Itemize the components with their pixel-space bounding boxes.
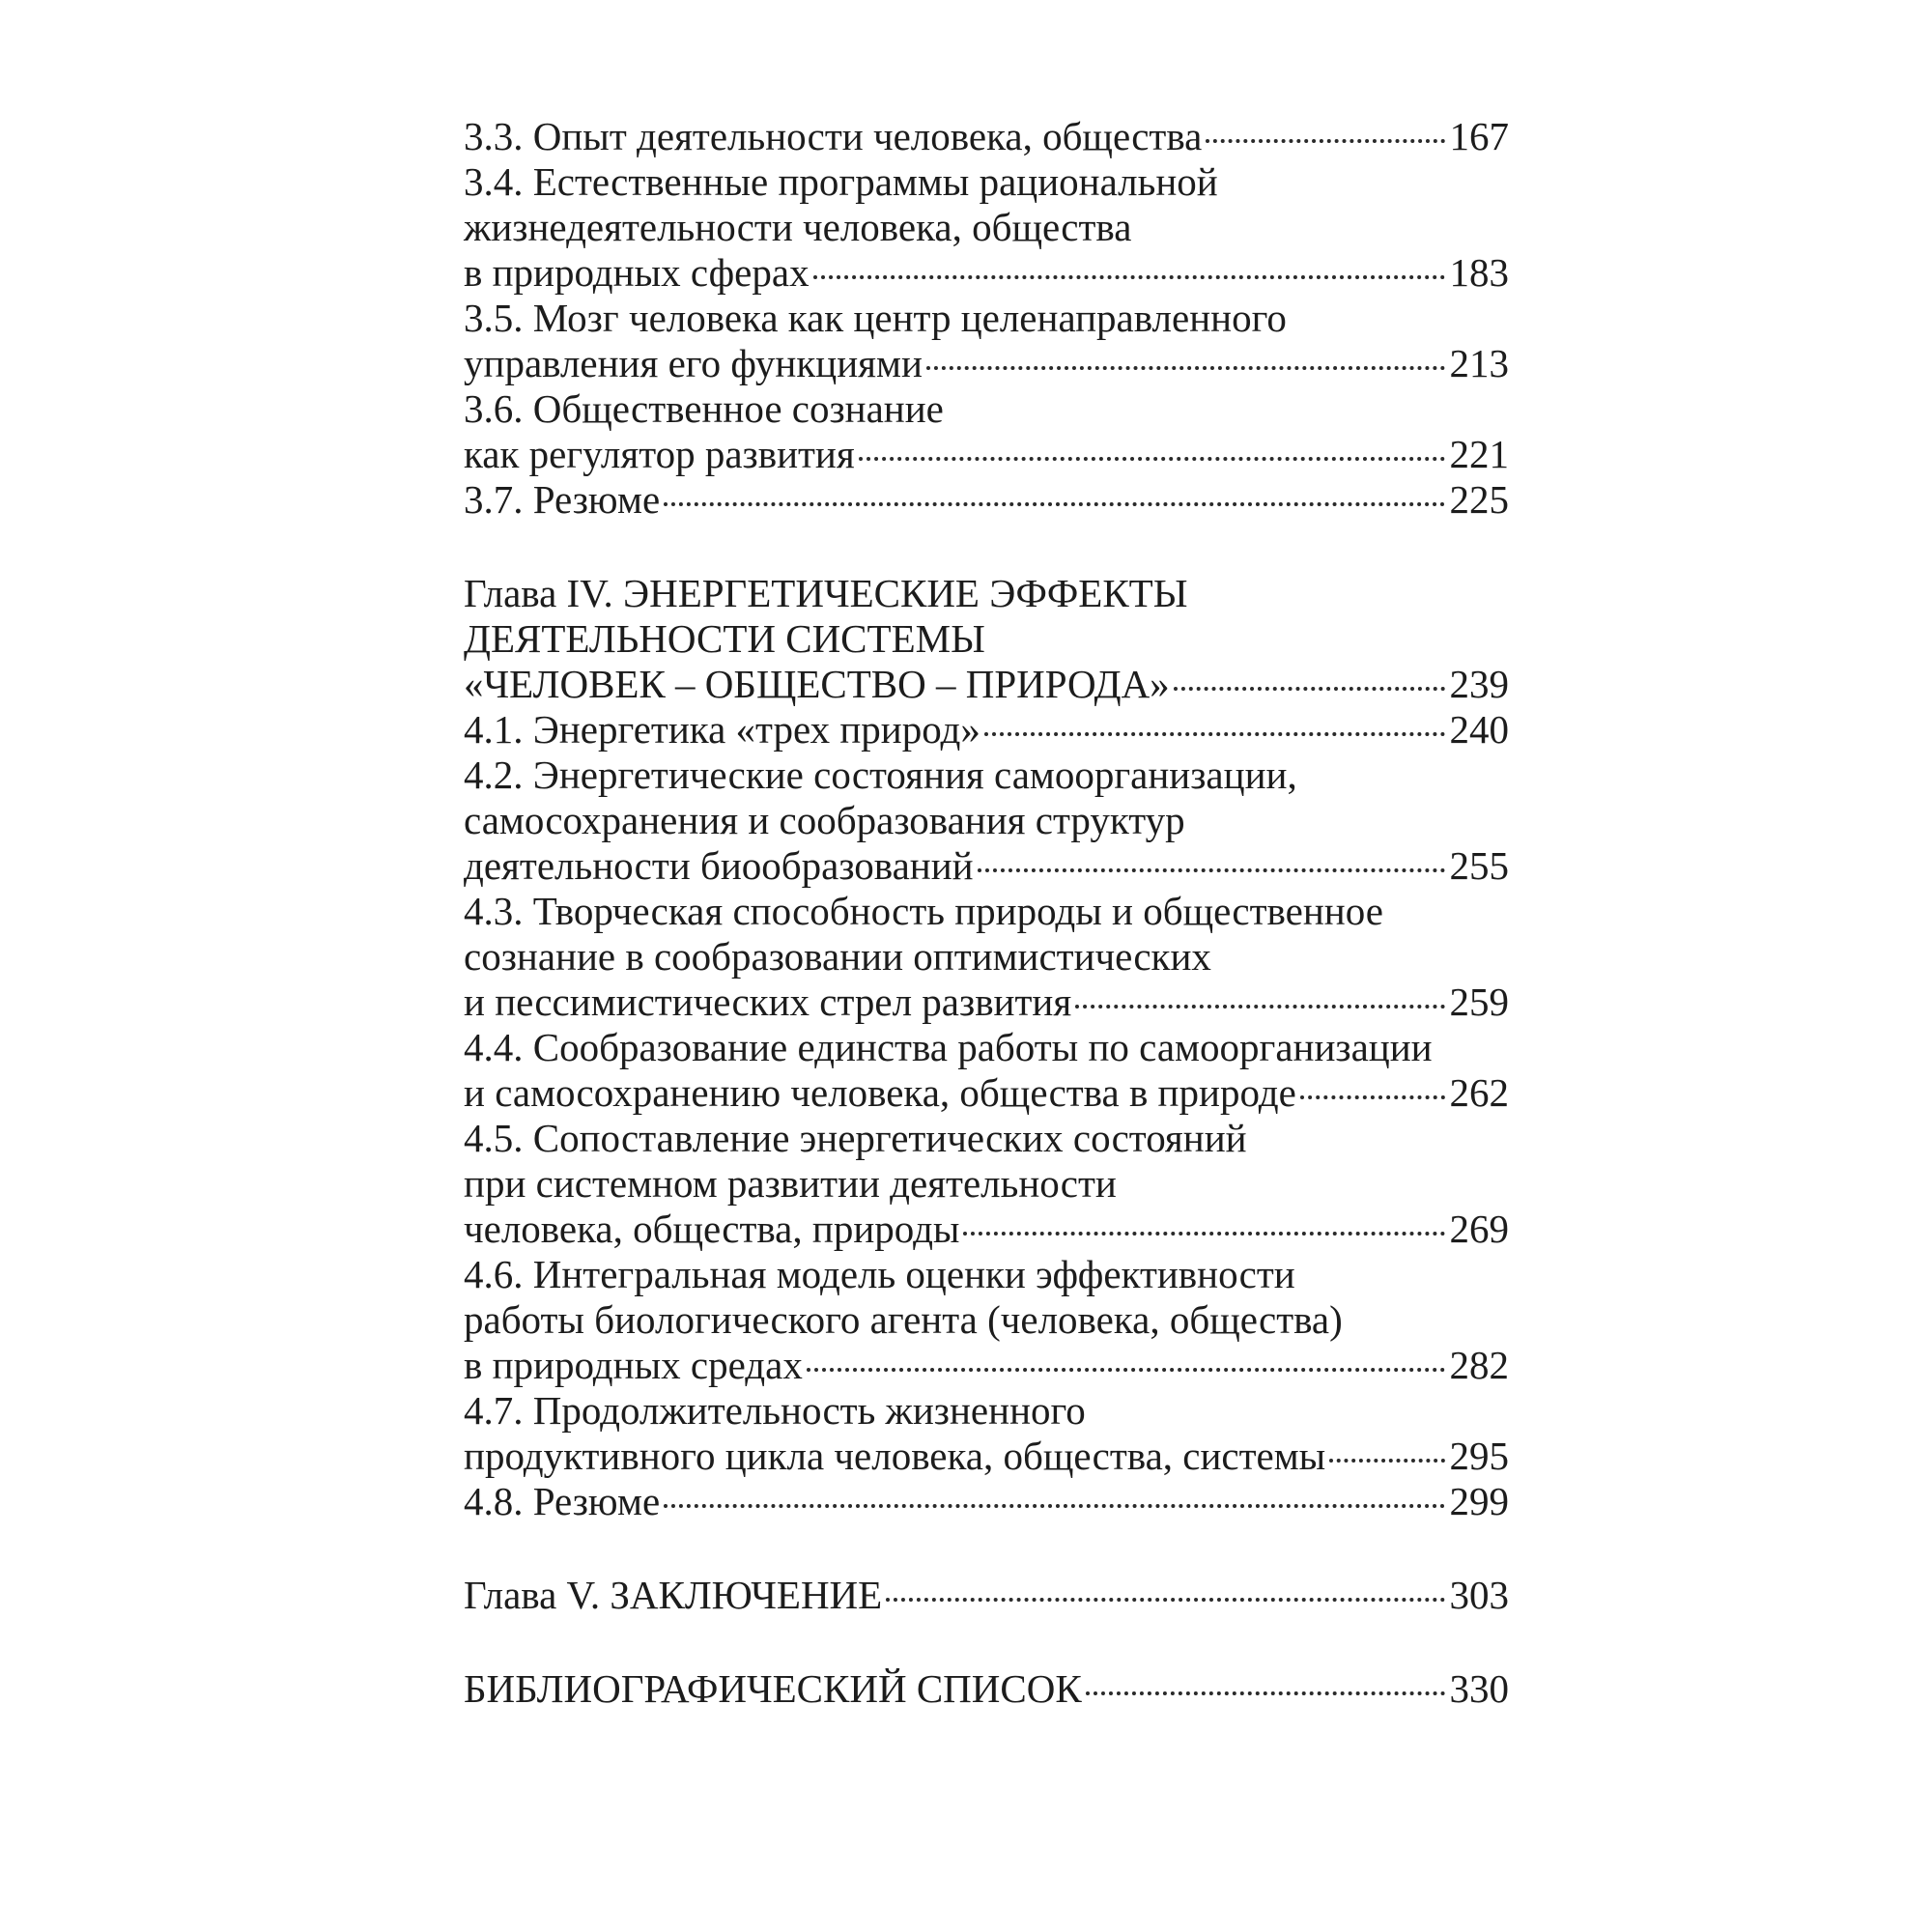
toc-entry-4-2 bbox=[464, 753, 1509, 889]
page-number: 330 bbox=[1449, 1666, 1509, 1711]
toc-entry-4-6 bbox=[464, 1252, 1509, 1388]
chapter-title: Глава IV. ЭНЕРГЕТИЧЕСКИЕ ЭФФЕКТЫ bbox=[464, 571, 1188, 615]
toc-entry-title: деятельности биообразований bbox=[464, 843, 974, 888]
page-number: 167 bbox=[1449, 114, 1509, 158]
toc-entry-title: 4.1. Энергетика «трех природ» bbox=[464, 707, 980, 752]
page-number: 239 bbox=[1449, 662, 1509, 706]
toc-entry-title: 4.3. Творческая способность природы и общественное bbox=[464, 889, 1383, 933]
toc-bibliography bbox=[464, 1666, 1509, 1712]
toc-entry-title: сознание в сообразовании оптимистических bbox=[464, 934, 1211, 979]
toc-entry-last-line bbox=[464, 707, 1509, 753]
table-of-contents bbox=[464, 114, 1509, 1712]
dot-leader bbox=[813, 275, 1445, 279]
toc-entry-title: 4.4. Сообразование единства работы по самоорганизации bbox=[464, 1025, 1433, 1069]
dot-leader bbox=[859, 457, 1445, 461]
toc-entry-4-1 bbox=[464, 707, 1509, 753]
dot-leader bbox=[664, 502, 1444, 506]
chapter-title: ДЕЯТЕЛЬНОСТИ СИСТЕМЫ bbox=[464, 616, 985, 661]
toc-entry-title: при системном развитии деятельности bbox=[464, 1161, 1117, 1206]
dot-leader bbox=[1206, 139, 1444, 143]
toc-entry-title: в природных средах bbox=[464, 1343, 803, 1387]
toc-chapter-5 bbox=[464, 1573, 1509, 1618]
page-number: 299 bbox=[1449, 1479, 1509, 1523]
dot-leader bbox=[963, 1232, 1444, 1236]
toc-entry-last-line bbox=[464, 1070, 1509, 1116]
toc-entry-title: 4.8. Резюме bbox=[464, 1479, 661, 1523]
toc-entry-last-line bbox=[464, 341, 1509, 386]
toc-entry-4-5 bbox=[464, 1116, 1509, 1252]
page-number: 262 bbox=[1449, 1070, 1509, 1115]
toc-entry-title: 4.7. Продолжительность жизненного bbox=[464, 1388, 1086, 1433]
page-number: 295 bbox=[1449, 1434, 1509, 1478]
chapter-title: Глава V. ЗАКЛЮЧЕНИЕ bbox=[464, 1573, 883, 1617]
page-number: 225 bbox=[1449, 477, 1509, 522]
toc-entry-title: 3.4. Естественные программы рациональной bbox=[464, 159, 1218, 204]
toc-entry-title: 4.2. Энергетические состояния самоорганизации, bbox=[464, 753, 1297, 797]
toc-entry-last-line bbox=[464, 1207, 1509, 1252]
toc-entry-title: как регулятор развития bbox=[464, 432, 855, 476]
toc-entry-title: продуктивного цикла человека, общества, системы bbox=[464, 1434, 1326, 1478]
toc-entry-3-5 bbox=[464, 296, 1509, 386]
dot-leader bbox=[1174, 687, 1445, 691]
toc-entry-title: самосохранения и сообразования структур bbox=[464, 798, 1185, 842]
dot-leader bbox=[984, 732, 1445, 736]
spacer bbox=[464, 1524, 1509, 1573]
toc-chapter-4 bbox=[464, 571, 1509, 707]
dot-leader bbox=[886, 1598, 1444, 1602]
chapter-title: «ЧЕЛОВЕК – ОБЩЕСТВО – ПРИРОДА» bbox=[464, 662, 1170, 706]
toc-entry-4-3 bbox=[464, 889, 1509, 1025]
spacer bbox=[464, 1618, 1509, 1666]
page-number: 269 bbox=[1449, 1207, 1509, 1251]
toc-entry-3-4 bbox=[464, 159, 1509, 296]
dot-leader bbox=[926, 366, 1445, 370]
toc-entry-last-line bbox=[464, 980, 1509, 1025]
toc-entry-title: 3.7. Резюме bbox=[464, 477, 661, 522]
toc-entry-last-line bbox=[464, 250, 1509, 296]
page-number: 213 bbox=[1449, 341, 1509, 385]
page-number: 183 bbox=[1449, 250, 1509, 295]
page-number: 282 bbox=[1449, 1343, 1509, 1387]
toc-entry-last-line bbox=[464, 114, 1509, 159]
toc-entry-last-line bbox=[464, 432, 1509, 477]
toc-entry-title: и самосохранению человека, общества в природе bbox=[464, 1070, 1296, 1115]
toc-entry-3-6 bbox=[464, 386, 1509, 477]
dot-leader bbox=[664, 1504, 1444, 1508]
bibliography-title: БИБЛИОГРАФИЧЕСКИЙ СПИСОК bbox=[464, 1666, 1082, 1711]
toc-entry-title: и пессимистических стрел развития bbox=[464, 980, 1072, 1024]
dot-leader bbox=[1086, 1691, 1445, 1695]
toc-entry-4-8 bbox=[464, 1479, 1509, 1524]
toc-entry-title: 4.5. Сопоставление энергетических состояний bbox=[464, 1116, 1247, 1160]
toc-entry-last-line bbox=[464, 1479, 1509, 1524]
page-number: 221 bbox=[1449, 432, 1509, 476]
dot-leader bbox=[807, 1368, 1445, 1372]
toc-entry-last-line bbox=[464, 1573, 1509, 1618]
spacer bbox=[464, 523, 1509, 571]
page-number: 255 bbox=[1449, 843, 1509, 888]
toc-entry-title: жизнедеятельности человека, общества bbox=[464, 205, 1132, 249]
toc-entry-last-line bbox=[464, 477, 1509, 523]
toc-entry-last-line bbox=[464, 843, 1509, 889]
toc-entry-last-line bbox=[464, 1666, 1509, 1712]
toc-entry-last-line bbox=[464, 1434, 1509, 1479]
toc-entry-last-line bbox=[464, 662, 1509, 707]
dot-leader bbox=[1329, 1459, 1444, 1463]
toc-entry-title: человека, общества, природы bbox=[464, 1207, 960, 1251]
toc-entry-4-4 bbox=[464, 1025, 1509, 1116]
toc-entry-title: в природных сферах bbox=[464, 250, 810, 295]
dot-leader bbox=[1075, 1005, 1444, 1009]
toc-entry-title: управления его функциями bbox=[464, 341, 923, 385]
toc-entry-3-7 bbox=[464, 477, 1509, 523]
toc-entry-3-3 bbox=[464, 114, 1509, 159]
toc-entry-title: 4.6. Интегральная модель оценки эффективности bbox=[464, 1252, 1295, 1296]
dot-leader bbox=[978, 868, 1445, 872]
toc-entry-title: работы биологического агента (человека, общества) bbox=[464, 1297, 1343, 1342]
page-number: 259 bbox=[1449, 980, 1509, 1024]
toc-entry-4-7 bbox=[464, 1388, 1509, 1479]
toc-entry-title: 3.5. Мозг человека как центр целенаправленного bbox=[464, 296, 1287, 340]
page-number: 303 bbox=[1449, 1573, 1509, 1617]
toc-entry-title: 3.6. Общественное сознание bbox=[464, 386, 944, 431]
toc-entry-last-line bbox=[464, 1343, 1509, 1388]
toc-entry-title: 3.3. Опыт деятельности человека, общества bbox=[464, 114, 1203, 158]
page-number: 240 bbox=[1449, 707, 1509, 752]
dot-leader bbox=[1300, 1095, 1445, 1099]
